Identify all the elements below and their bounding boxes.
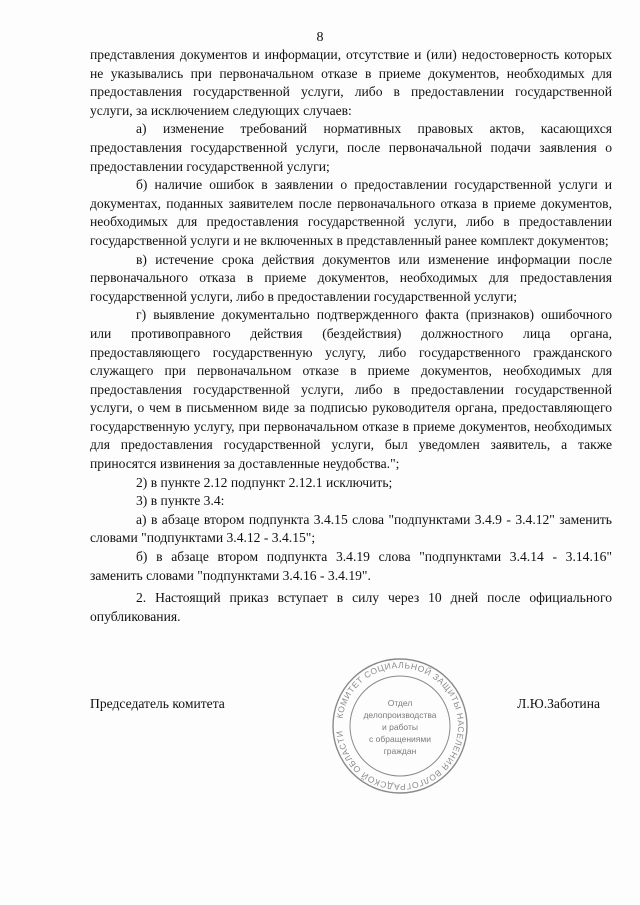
- paragraph: г) выявление документально подтвержденного факта (признаков) ошибочного или противоправного действия (бездействия) должностного лица органа, предоставляющего государственную услугу, либо государственного гражданского служащего при первоначальном отказе в приеме документов, необходимых для предоставления государственной услуги, либо в предоставлении государственной услуги, о чем в письменном виде за подписью руководителя органа, предоставляющего государственную услугу, при первоначальном отказе в приеме документов, необходимых для предоставления государственной услуги, был уведомлен заявитель, а также приносятся извинения за доставленные неудобства.";: [90, 307, 612, 472]
- paragraph: б) в абзаце втором подпункта 3.4.19 слова "подпунктами 3.4.14 - 3.14.16" заменить словами "подпунктами 3.4.16 - 3.4.19".: [90, 549, 612, 583]
- paragraph: 2. Настоящий приказ вступает в силу через 10 дней после официального опубликования.: [90, 590, 612, 624]
- stamp-outer-text: КОМИТЕТ СОЦИАЛЬНОЙ ЗАЩИТЫ НАСЕЛЕНИЯ ВОЛГОГРАДСКОЙ ОБЛАСТИ: [334, 659, 467, 793]
- paragraph: а) в абзаце втором подпункта 3.4.15 слова "подпунктами 3.4.9 - 3.4.12" заменить словами "подпунктами 3.4.12 - 3.4.15";: [90, 511, 612, 546]
- paragraph: 2) в пункте 2.12 подпункт 2.12.1 исключить;: [136, 474, 393, 490]
- paragraph: 3) в пункте 3.4:: [136, 493, 225, 509]
- official-stamp: [330, 656, 470, 796]
- paragraph: в) истечение срока действия документов или изменение информации после первоначального отказа в приеме документов, необходимых для предоставления государственной услуги, либо в предоставлении государственной услуги;: [90, 251, 612, 304]
- paragraph: а) изменение требований нормативных правовых актов, касающихся предоставления государственной услуги, после первоначальной подачи заявления о предоставлении государственной услуги;: [90, 121, 612, 174]
- document-body: [90, 46, 612, 626]
- signatory-name: Л.Ю.Заботина: [517, 696, 600, 711]
- paragraph: б) наличие ошибок в заявлении о предоставлении государственной услуги и документах, поданных заявителем после первоначального отказа в приеме документов, необходимых для предоставления государственной услуги, либо в предоставлении государственной услуги и не включенных в представленный ранее комплект документов;: [90, 177, 612, 248]
- stamp-line: граждан: [383, 746, 417, 756]
- stamp-line: делопроизводства: [363, 710, 437, 720]
- page-number: 8: [316, 30, 324, 45]
- stamp-line: и работы: [382, 722, 418, 732]
- stamp-line: Отдел: [387, 698, 413, 708]
- stamp-line: с обращениями: [369, 734, 431, 744]
- paragraph: представления документов и информации, отсутствие и (или) недостоверность которых не указывались при первоначальном отказе в приеме документов, необходимых для предоставления государственной услуги, либо в предоставлении государственной услуги, за исключением следующих случаев:: [90, 47, 612, 118]
- signatory-position: Председатель комитета: [90, 696, 225, 711]
